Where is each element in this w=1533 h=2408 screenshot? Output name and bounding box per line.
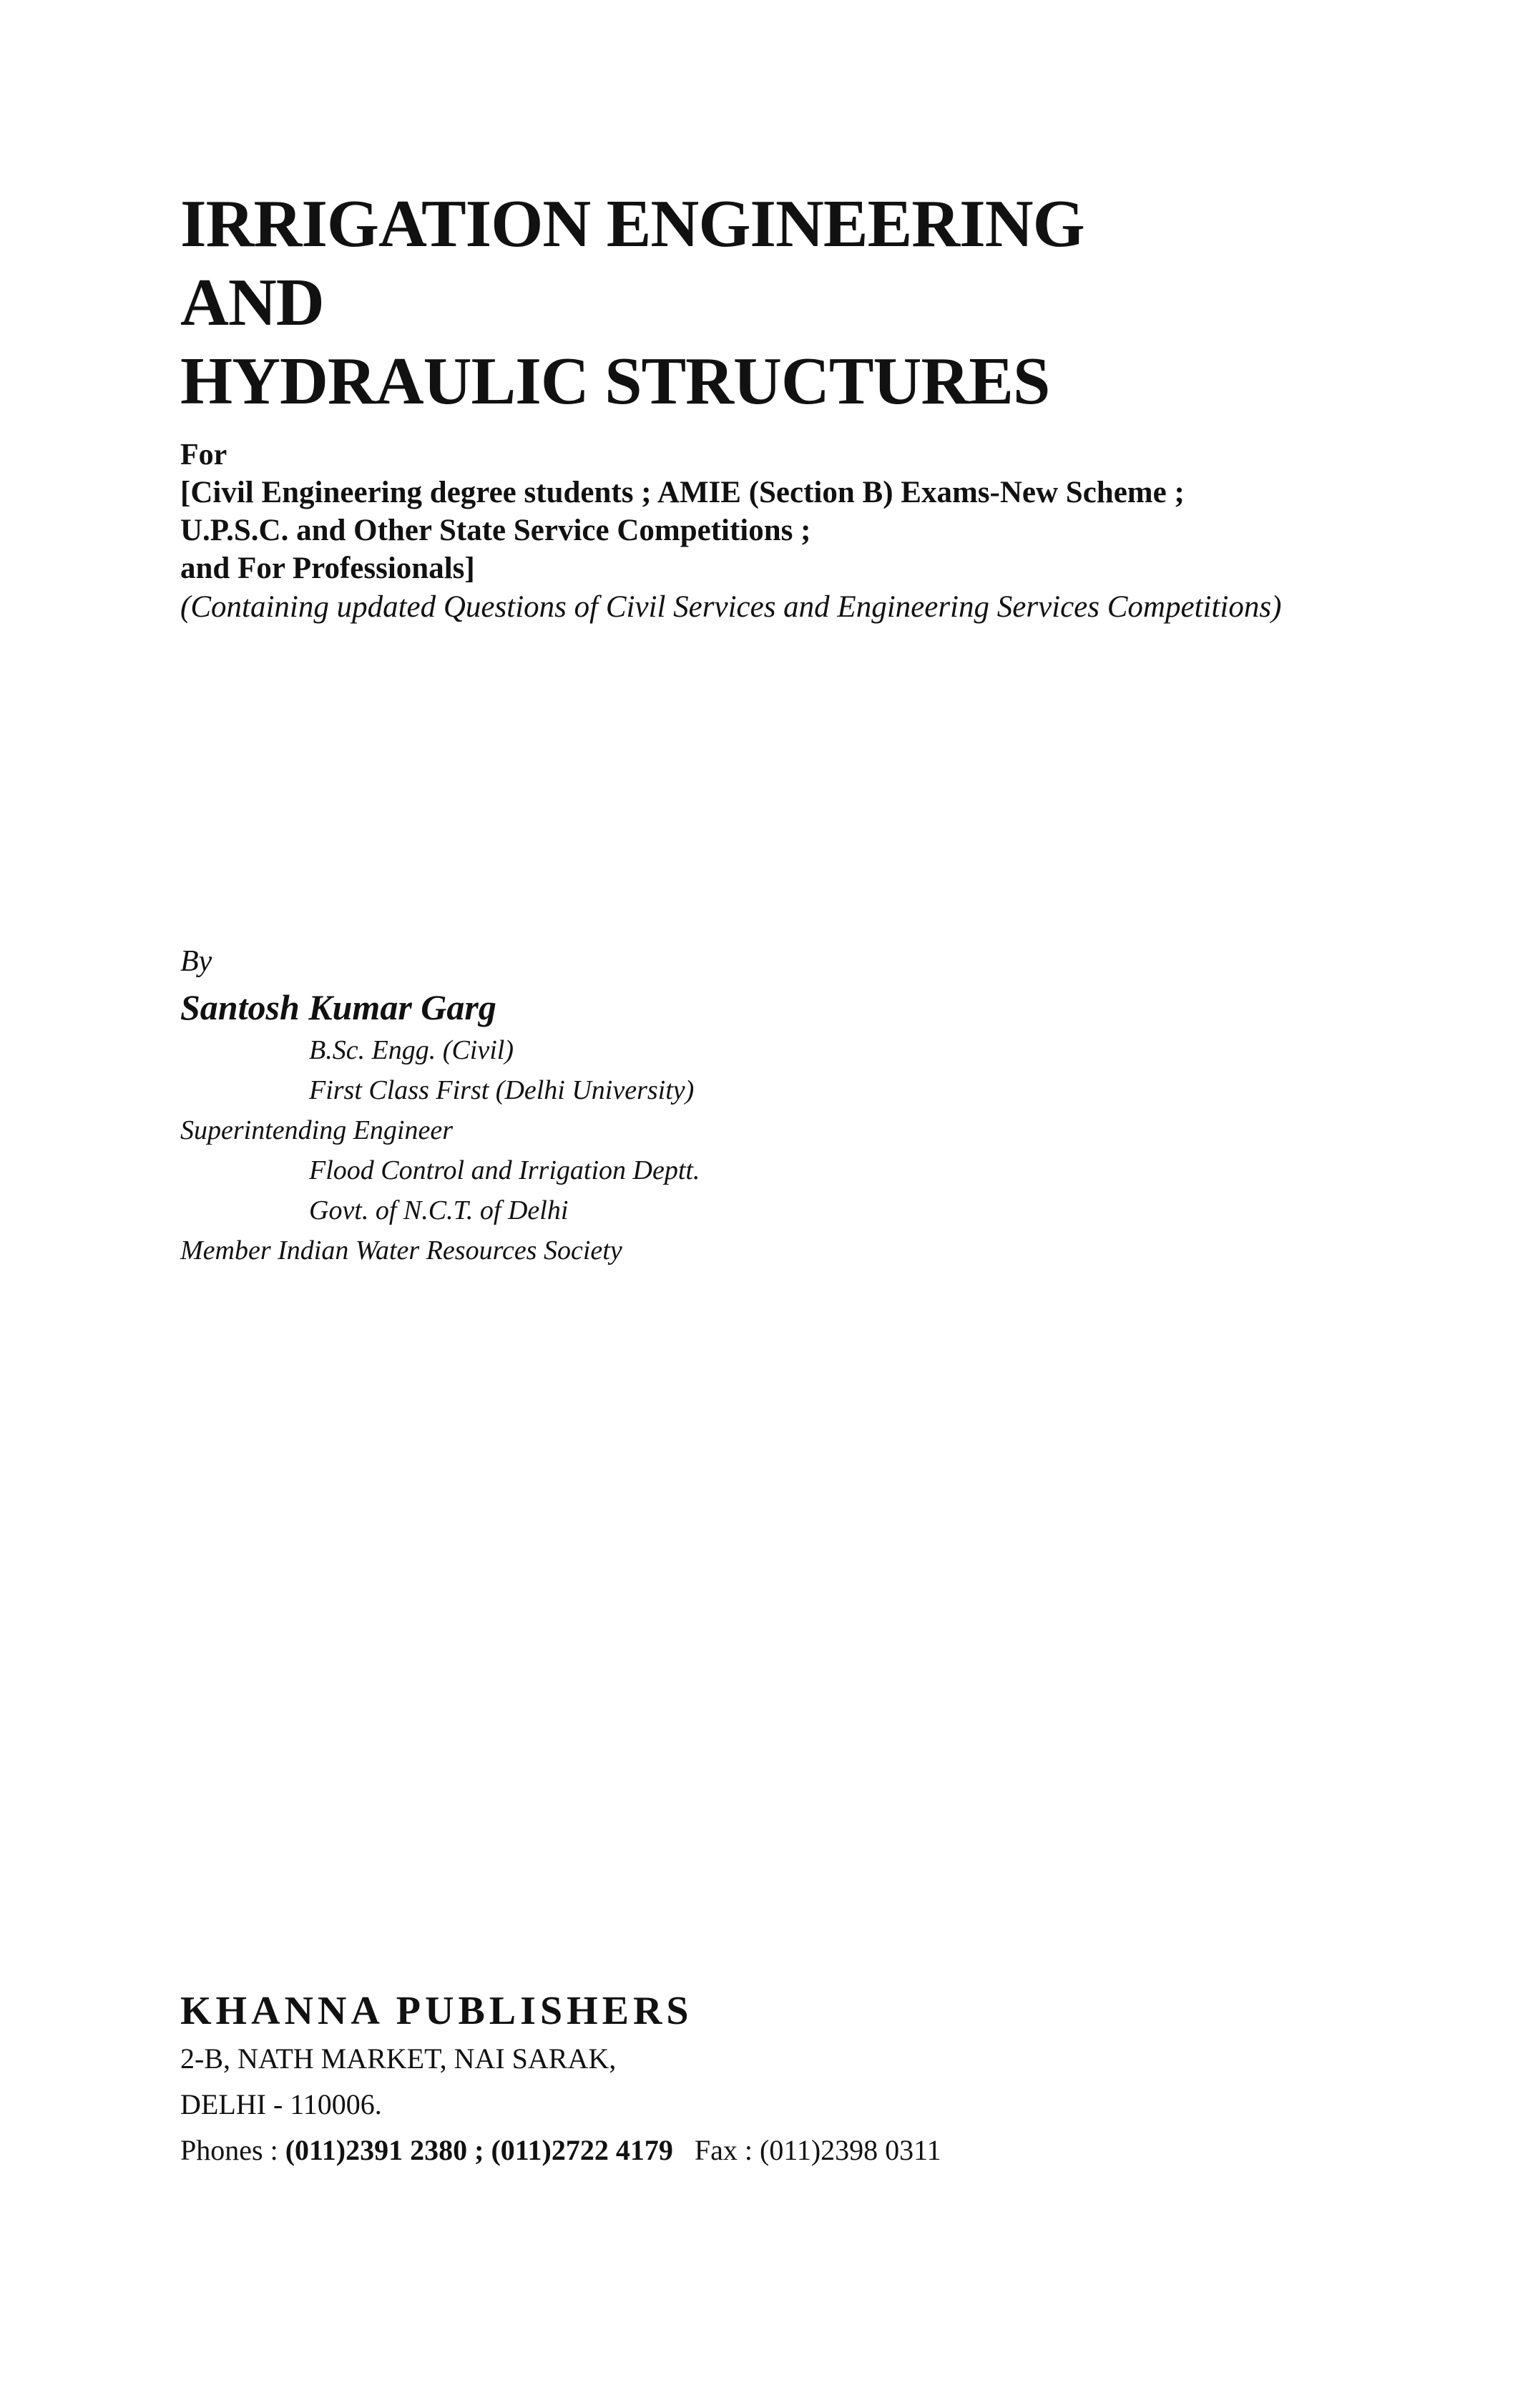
publisher-block <box>180 1986 1468 2173</box>
audience-line-3: and For Professionals] <box>180 552 475 585</box>
publisher-address-line-1: 2-B, NATH MARKET, NAI SARAK, <box>180 2042 617 2075</box>
author-honours: First Class First (Delhi University) <box>309 1075 695 1105</box>
for-label: For <box>180 439 227 471</box>
author-name: Santosh Kumar Garg <box>180 987 496 1027</box>
book-title-line-2: AND <box>180 265 324 340</box>
author-department: Flood Control and Irrigation Deptt. <box>309 1155 700 1185</box>
fax-label: Fax : <box>694 2134 753 2166</box>
audience-line-1: [Civil Engineering degree students ; AMIE (Section B) Exams-New Scheme ; <box>180 476 1185 509</box>
phone-numbers: (011)2391 2380 ; (011)2722 4179 <box>285 2134 673 2166</box>
author-membership: Member Indian Water Resources Society <box>180 1235 622 1266</box>
author-degree: B.Sc. Engg. (Civil) <box>309 1035 514 1065</box>
by-label: By <box>180 945 212 978</box>
title-block <box>180 185 1468 627</box>
book-title-line-1: IRRIGATION ENGINEERING <box>180 187 1084 261</box>
publisher-address-line-2: DELHI - 110006. <box>180 2088 382 2120</box>
publisher-contact-line <box>180 2128 1468 2173</box>
book-title-line-3: HYDRAULIC STRUCTURES <box>180 344 1050 419</box>
contents-note: (Containing updated Questions of Civil Services and Engineering Services Competitions) <box>180 590 1282 624</box>
author-position: Superintending Engineer <box>180 1115 453 1145</box>
author-government: Govt. of N.C.T. of Delhi <box>309 1195 569 1225</box>
author-block <box>180 941 1253 1271</box>
phones-label: Phones : <box>180 2134 278 2166</box>
publisher-name: KHANNA PUBLISHERS <box>180 1989 693 2033</box>
fax-number: (011)2398 0311 <box>760 2134 941 2166</box>
audience-line-2: U.P.S.C. and Other State Service Competitions ; <box>180 514 811 547</box>
